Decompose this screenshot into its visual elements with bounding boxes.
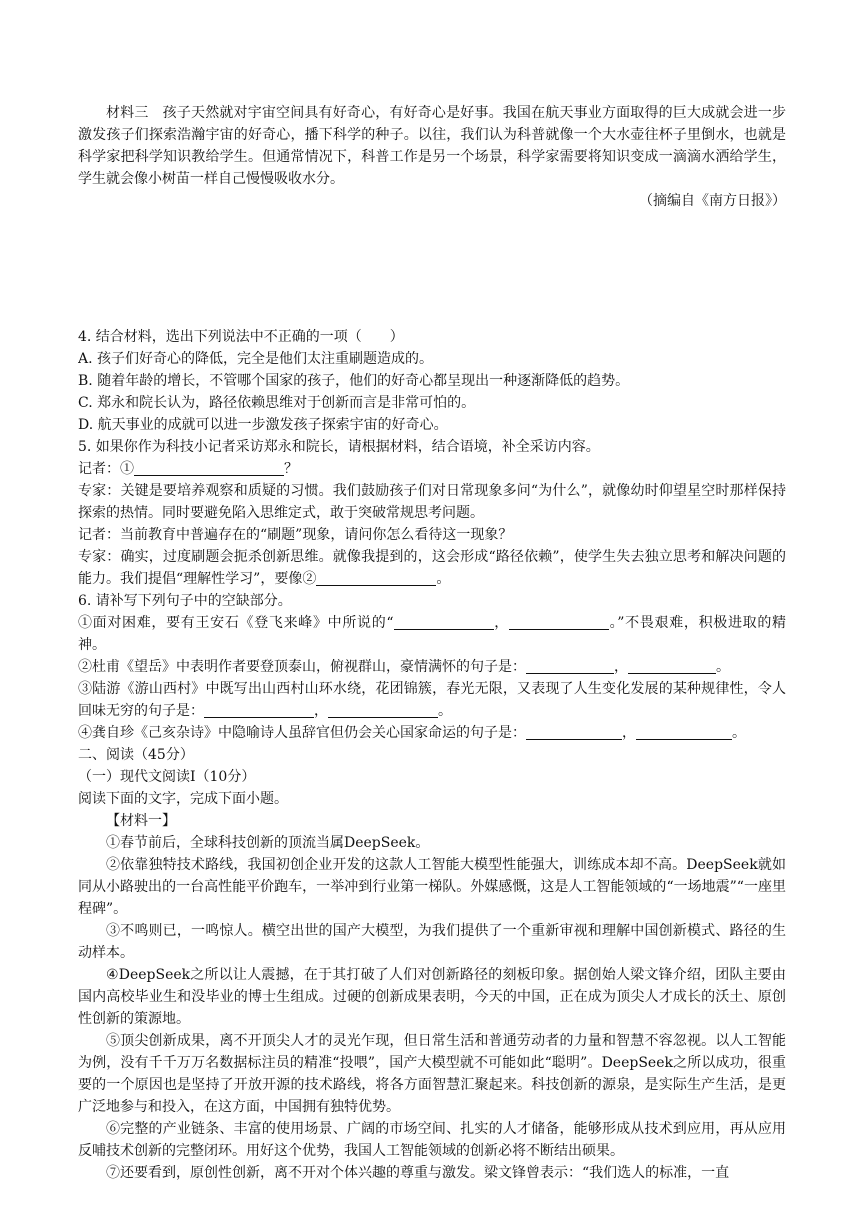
answer-blank xyxy=(394,615,494,630)
material-one-paragraph: ④DeepSeek之所以让人震撼，在于其打破了人们对创新路径的刻板印象。据创始人梁文锋介绍，团队主要由国内高校毕业生和没毕业的博士生组成。过硬的创新成果表明，今天的中国，正在成为顶尖人才成长的沃土、原创性创新的策源地。 xyxy=(78,967,786,1027)
answer-blank xyxy=(636,725,732,740)
item-3-lead: ③陆游《游山西村》中既写出山西村山环水绕，花团锦簇，春光无限，又表现了人生变化发展的某种规律性，令人回味无穷的句子是： xyxy=(78,681,786,719)
item-1-tail: 。”不畏艰难，积极进取的精神。 xyxy=(78,615,787,653)
answer-blank xyxy=(204,703,314,718)
material-three-text: 材料三 孩子天然就对宇宙空间具有好奇心，有好奇心是好事。我国在航天事业方面取得的巨大成就会进一步激发孩子们探索浩瀚宇宙的好奇心，播下科学的种子。以往，我们认为科普就像一个大水壶往杯子里倒水，也就是科学家把科学知识教给学生。但通常情况下，科普工作是另一个场景，科学家需要将知识变成一滴滴水洒给学生，学生就会像小树苗一样自己慢慢吸收水分。 xyxy=(78,105,786,187)
item-1-lead: ①面对困难，要有王安石《登飞来峰》中所说的“ xyxy=(78,615,394,631)
reporter-question-1 xyxy=(78,458,786,480)
material-one-paragraph: ⑦还要看到，原创性创新，离不开对个体兴趣的尊重与激发。梁文锋曾表示：“我们选人的标准，一直 xyxy=(106,1165,730,1181)
reporter-question-2: 记者：当前教育中普遍存在的“刷题”现象，请问你怎么看待这一现象？ xyxy=(78,527,513,543)
answer-blank xyxy=(509,615,609,630)
material-one-paragraph: ⑤顶尖创新成果，离不开顶尖人才的灵光乍现，但日常生活和普通劳动者的力量和智慧不容忽视。以人工智能为例，没有千千万万名数据标注员的精准“投喂”，国产大模型就不可能如此“聪明”。DeepSeek之所以成功，很重要的一个原因也是坚持了开放开源的技术路线，将各方面智慧汇聚起来。科技创新的源泉，是实际生产生活，是更广泛地参与和投入，在这方面，中国拥有独特优势。 xyxy=(78,1033,786,1115)
item-4-end: 。 xyxy=(732,725,746,741)
question-4-option-c: C. 郑永和院长认为，路径依赖思维对于创新而言是非常可怕的。 xyxy=(78,395,476,411)
material-one-paragraph: ⑥完整的产业链条、丰富的使用场景、广阔的市场空间、扎实的人才储备，能够形成从技术到应用，再从应用反哺技术创新的完整闭环。用好这个优势，我国人工智能领域的创新必将不断结出硕果。 xyxy=(78,1121,786,1159)
answer-blank xyxy=(328,703,438,718)
answer-blank xyxy=(628,659,716,674)
item-4-separator: ， xyxy=(622,725,636,741)
question-6-item-3 xyxy=(78,678,786,722)
question-4-option-a: A. 孩子们好奇心的降低，完全是他们太注重刷题造成的。 xyxy=(78,351,434,367)
item-2-end: 。 xyxy=(716,659,730,675)
material-one-label: 【材料一】 xyxy=(106,813,176,829)
item-2-separator: ， xyxy=(614,659,628,675)
section-2-heading: 二、阅读（45分） xyxy=(78,747,194,763)
question-6-item-4 xyxy=(78,722,786,744)
reporter-1-prefix: 记者：① xyxy=(78,461,134,477)
item-4-lead: ④龚自珍《己亥杂诗》中隐喻诗人虽辞官但仍会关心国家命运的句子是： xyxy=(78,725,526,741)
questions-section xyxy=(78,326,786,1184)
question-4-stem: 4. 结合材料，选出下列说法中不正确的一项（ ） xyxy=(78,329,404,345)
expert-2-text: 专家：确实，过度刷题会扼杀创新思维。就像我提到的，这会形成“路径依赖”，使学生失去独立思考和解决问题的能力。我们提倡“理解性学习”，要像② xyxy=(78,549,786,587)
material-one-paragraph: ①春节前后，全球科技创新的顶流当属DeepSeek。 xyxy=(106,835,430,851)
answer-blank xyxy=(316,571,436,586)
question-4-option-d: D. 航天事业的成就可以进一步激发孩子探索宇宙的好奇心。 xyxy=(78,417,448,433)
material-three xyxy=(78,102,786,212)
item-3-end: 。 xyxy=(438,703,452,719)
item-2-lead: ②杜甫《望岳》中表明作者要登顶泰山，俯视群山，豪情满怀的句子是： xyxy=(78,659,526,675)
expert-answer-1: 专家：关键是要培养观察和质疑的习惯。我们鼓励孩子们对日常现象多问“为什么”，就像幼时仰望星空时那样保持探索的热情。同时要避免陷入思维定式，敢于突破常规思考问题。 xyxy=(78,483,786,521)
material-one-paragraph: ③不鸣则已，一鸣惊人。横空出世的国产大模型，为我们提供了一个重新审视和理解中国创新模式、路径的生动样本。 xyxy=(78,923,786,961)
material-three-source: （摘编自《南方日报》） xyxy=(639,193,786,209)
item-1-separator: ， xyxy=(493,615,509,631)
reading-instruction: 阅读下面的文字，完成下面小题。 xyxy=(78,791,288,807)
section-2-subheading: （一）现代文阅读Ⅰ（10分） xyxy=(78,769,256,785)
expert-2-suffix: 。 xyxy=(436,571,451,587)
answer-blank xyxy=(526,659,614,674)
question-6-item-2 xyxy=(78,656,786,678)
reporter-1-suffix: ？ xyxy=(284,461,298,477)
question-6-item-1 xyxy=(78,612,786,656)
material-one-paragraph: ②依靠独特技术路线，我国初创企业开发的这款人工智能大模型性能强大，训练成本却不高。DeepSeek就如同从小路驶出的一台高性能平价跑车，一举冲到行业第一梯队。外媒感慨，这是人工智能领域的“一场地震”“一座里程碑”。 xyxy=(78,857,786,917)
question-4-option-b: B. 随着年龄的增长，不管哪个国家的孩子，他们的好奇心都呈现出一种逐渐降低的趋势。 xyxy=(78,373,630,389)
item-3-separator: ， xyxy=(314,703,328,719)
expert-answer-2 xyxy=(78,546,786,590)
question-6-stem: 6. 请补写下列句子中的空缺部分。 xyxy=(78,593,292,609)
question-5-stem: 5. 如果你作为科技小记者采访郑永和院长，请根据材料，结合语境，补全采访内容。 xyxy=(78,439,600,455)
answer-blank xyxy=(134,461,284,476)
answer-blank xyxy=(526,725,622,740)
